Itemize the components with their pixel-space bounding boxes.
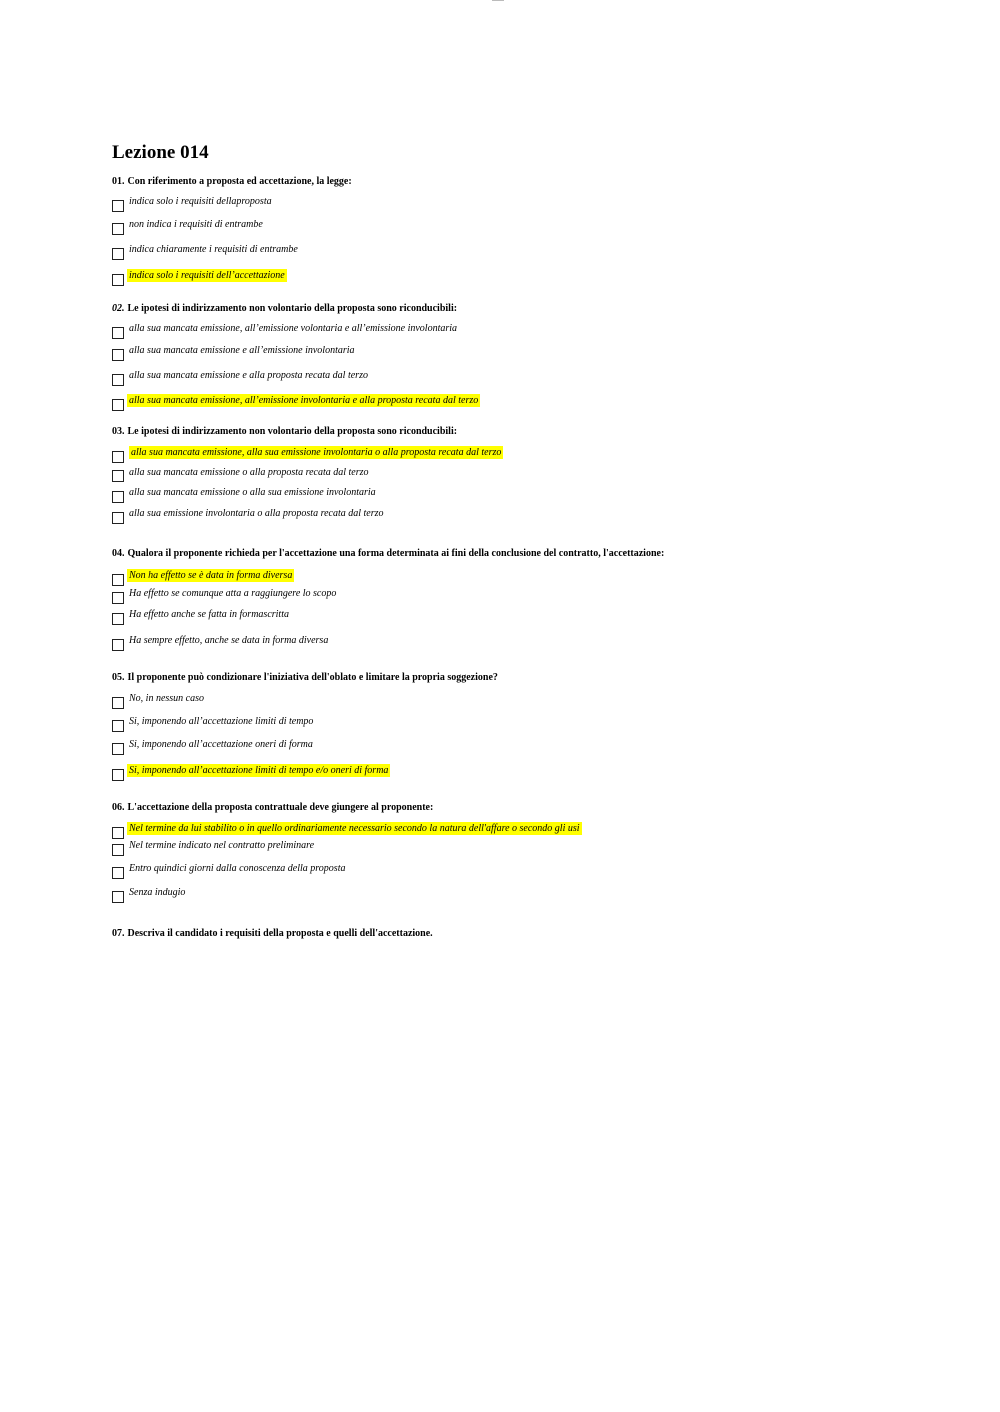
question-number: 06. [112,802,125,813]
question-text: Qualora il proponente richieda per l'accettazione una forma determinata ai fini della conclusione del contratto, l'accettazione: [127,548,665,559]
option-text: Si, imponendo all’accettazione oneri di forma [129,739,313,750]
checkbox[interactable] [112,248,124,260]
option-text: alla sua mancata emissione o alla sua emissione involontaria [129,487,376,498]
checkbox[interactable] [112,223,124,235]
option-text-highlighted: Si, imponendo all’accettazione limiti di tempo e/o oneri di forma [129,765,389,776]
question-text: Il proponente può condizionare l'iniziativa dell'oblato e limitare la propria soggezione? [127,672,498,683]
checkbox[interactable] [112,743,124,755]
option-text-highlighted: indica solo i requisiti dell’accettazione [129,270,285,281]
option-text: No, in nessun caso [129,693,204,704]
checkbox[interactable] [112,451,124,463]
option-text: Nel termine indicato nel contratto preliminare [129,840,315,851]
question-number: 01. [112,176,125,187]
checkbox[interactable] [112,844,124,856]
question-text: Le ipotesi di indirizzamento non volontario della proposta sono riconducibili: [127,426,458,437]
question-number: 03. [112,426,125,437]
option-text: Ha effetto se comunque atta a raggiungere lo scopo [129,588,337,599]
checkbox[interactable] [112,491,124,503]
question-text: Con riferimento a proposta ed accettazione, la legge: [127,176,352,187]
option-text: alla sua mancata emissione, all’emissione volontaria e all’emissione involontaria [129,323,458,334]
checkbox[interactable] [112,399,124,411]
option-text: alla sua mancata emissione o alla proposta recata dal terzo [129,467,369,478]
question-number: 05. [112,672,125,683]
question-03 [112,426,457,438]
question-number: 02. [112,303,125,314]
checkbox[interactable] [112,374,124,386]
option-text: alla sua mancata emissione e all’emissione involontaria [129,345,355,356]
option-text: alla sua mancata emissione e alla proposta recata dal terzo [129,370,368,381]
question-number: 04. [112,548,125,559]
checkbox[interactable] [112,274,124,286]
checkbox[interactable] [112,867,124,879]
page-header-mark [492,0,504,1]
question-05 [112,672,498,684]
checkbox[interactable] [112,720,124,732]
option-text: Entro quindici giorni dalla conoscenza della proposta [129,863,346,874]
option-text-highlighted: Nel termine da lui stabilito o in quello ordinariamente necessario secondo la natura dell'affare o secondo gli usi [129,823,580,834]
option-text: Ha effetto anche se fatta in formascritta [129,609,289,620]
question-01 [112,176,352,188]
option-text: alla sua emissione involontaria o alla proposta recata dal terzo [129,508,384,519]
checkbox[interactable] [112,349,124,361]
checkbox[interactable] [112,200,124,212]
option-text-highlighted: alla sua mancata emissione, alla sua emissione involontaria o alla proposta recata dal terzo [131,447,502,458]
option-text: indica solo i requisiti dellaproposta [129,196,272,207]
checkbox[interactable] [112,574,124,586]
question-text: Descriva il candidato i requisiti della proposta e quelli dell'accettazione. [127,928,433,939]
question-02 [112,303,457,315]
option-text-highlighted: Non ha effetto se è data in forma diversa [129,570,293,581]
page-title: Lezione 014 [112,142,209,163]
checkbox[interactable] [112,512,124,524]
option-text: Si, imponendo all’accettazione limiti di tempo [129,716,314,727]
checkbox[interactable] [112,470,124,482]
checkbox[interactable] [112,613,124,625]
option-text: non indica i requisiti di entrambe [129,219,263,230]
option-text: Ha sempre effetto, anche se data in forma diversa [129,635,329,646]
option-text: Senza indugio [129,887,186,898]
question-06 [112,802,433,814]
question-04 [112,548,664,560]
option-text-highlighted: alla sua mancata emissione, all’emissione involontaria e alla proposta recata dal terzo [129,395,479,406]
checkbox[interactable] [112,327,124,339]
question-text: Le ipotesi di indirizzamento non volontario della proposta sono riconducibili: [127,303,458,314]
question-number: 07. [112,928,125,939]
checkbox[interactable] [112,592,124,604]
checkbox[interactable] [112,769,124,781]
checkbox[interactable] [112,891,124,903]
checkbox[interactable] [112,827,124,839]
checkbox[interactable] [112,697,124,709]
checkbox[interactable] [112,639,124,651]
option-text: indica chiaramente i requisiti di entrambe [129,244,298,255]
question-text: L'accettazione della proposta contrattuale deve giungere al proponente: [127,802,434,813]
question-07 [112,928,433,940]
